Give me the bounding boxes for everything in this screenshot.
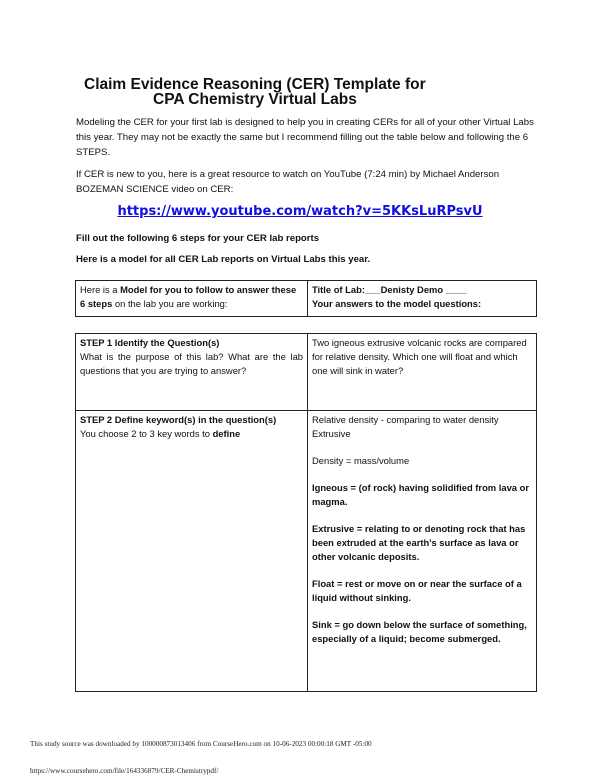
step-2-answer-cell[interactable]	[308, 411, 537, 692]
intro-paragraph: Modeling the CER for your first lab is designed to help you in creating CERs for all of your other Virtual Labs this year. They may not be exactly the same but I recommend filling out the table below and following the 6 STEPS.	[76, 117, 534, 158]
step-2-prompt-text: You choose 2 to 3 key words to	[80, 428, 213, 439]
step-1-answer-cell[interactable]	[308, 334, 537, 411]
step-row	[76, 334, 537, 411]
step-row	[76, 411, 537, 692]
definition-relative-density: Relative density - comparing to water density	[312, 414, 499, 425]
step-1-answer: Two igneous extrusive volcanic rocks are compared for relative density. Which one will float and which one will sink in water?	[312, 337, 527, 376]
document-title-line2: CPA Chemistry Virtual Labs	[153, 91, 357, 108]
step-1-heading: STEP 1 Identify the Question(s)	[80, 337, 220, 348]
model-text-bold: Model for you to follow to answer these 6 steps	[80, 284, 297, 309]
definition-extrusive: Extrusive = relating to or denoting rock that has been extruded at the earth's surface as lava or other volcanic deposits.	[312, 523, 526, 562]
youtube-link[interactable]: https://www.youtube.com/watch?v=5KKsLuRPsvU	[117, 204, 483, 219]
definition-igneous	[312, 481, 532, 509]
resource-paragraph: If CER is new to you, here is a great resource to watch on YouTube (7:24 min) by Michael Anderson BOZEMAN SCIENCE video on CER:	[76, 169, 500, 195]
download-note: This study source was downloaded by 100000873013406 from CourseHero.com on 10-06-2023 00:00:18 GMT -05:00	[30, 740, 372, 748]
step-1-prompt-cell	[76, 334, 308, 411]
model-text-pre: Here is a	[80, 284, 121, 295]
source-url[interactable]: https://www.coursehero.com/file/164336879/CER-Chemistrypdf/	[30, 767, 219, 775]
steps-table	[75, 333, 537, 692]
step-1-prompt: What is the purpose of this lab? What are the lab questions that you are trying to answer?	[80, 351, 303, 376]
header-table	[75, 280, 537, 317]
answers-heading: Your answers to the model questions:	[312, 298, 482, 309]
model-text-post: on the lab you are working:	[112, 298, 228, 309]
instruction-model: Here is a model for all CER Lab reports on Virtual Labs this year.	[76, 254, 371, 265]
igneous-definition: = (of rock) having solidified from lava or magma.	[312, 482, 529, 507]
definition-sink: Sink = go down below the surface of something, especially of a liquid; become submerged.	[312, 619, 527, 644]
lab-title-cell	[308, 281, 537, 317]
step-2-prompt-cell	[76, 411, 308, 692]
model-instruction-cell	[76, 281, 308, 317]
step-2-prompt	[80, 427, 303, 441]
igneous-term: Igneous	[312, 482, 348, 493]
keyword-extrusive: Extrusive	[312, 428, 351, 439]
lab-title: Title of Lab:___Denisty Demo ____	[312, 284, 467, 295]
step-2-prompt-bold: define	[212, 428, 241, 439]
definition-density: Density = mass/volume	[312, 455, 410, 466]
document-title-line1: Claim Evidence Reasoning (CER) Template for	[84, 76, 426, 93]
step-2-heading: STEP 2 Define keyword(s) in the question(s)	[80, 414, 277, 425]
definition-float: Float = rest or move on or near the surface of a liquid without sinking.	[312, 578, 522, 603]
instruction-steps: Fill out the following 6 steps for your CER lab reports	[76, 233, 320, 244]
